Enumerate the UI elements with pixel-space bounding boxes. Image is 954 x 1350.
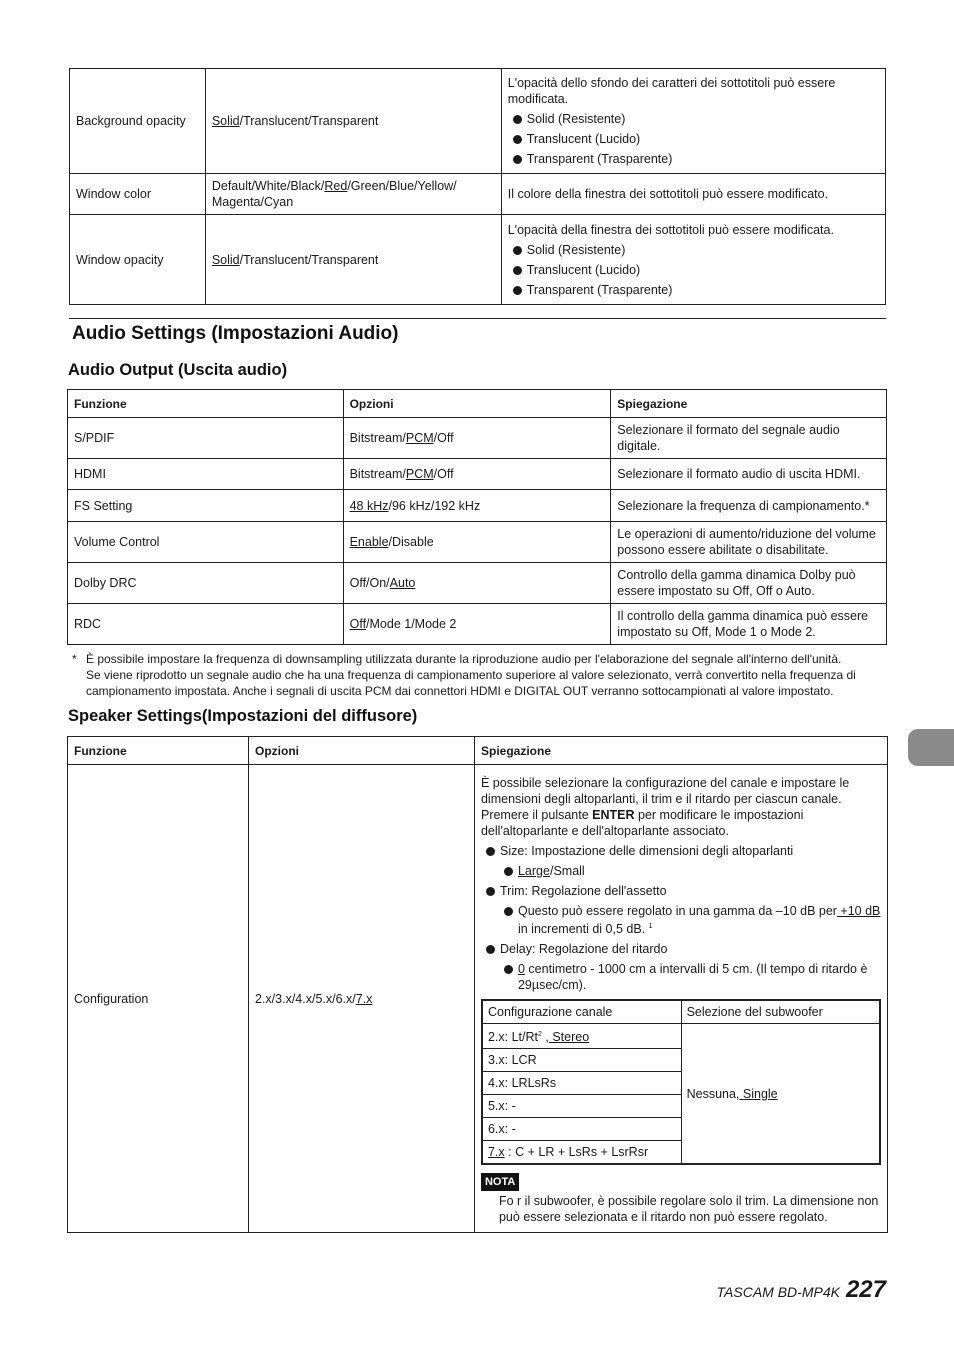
column-header: Opzioni — [343, 390, 611, 418]
explanation-cell: Selezionare la frequenza di campionamento.* — [611, 490, 887, 522]
table-row — [68, 604, 887, 645]
explanation-cell: Le operazioni di aumento/riduzione del volume possono essere abilitate o disabilitate. — [611, 522, 887, 563]
column-header: Spiegazione — [474, 737, 887, 765]
function-cell: Volume Control — [68, 522, 344, 563]
column-header: Configurazione canale — [482, 1000, 681, 1024]
bullet-icon — [513, 115, 522, 124]
bullet-item: Solid (Resistente) — [508, 111, 879, 127]
table-header-row — [68, 390, 887, 418]
options-cell: 2.x/3.x/4.x/5.x/6.x/7.x — [249, 765, 475, 1233]
options-cell: Off/On/Auto — [343, 563, 611, 604]
subsection-title-speaker-settings: Speaker Settings(Impostazioni del diffusore) — [68, 707, 418, 725]
bullet-item: Transparent (Trasparente) — [508, 151, 879, 167]
page-footer — [717, 1276, 886, 1304]
bullet-item: Questo può essere regolato in una gamma da –10 dB per +10 dB in incrementi di 0,5 dB. $^1$ — [499, 903, 881, 937]
chapter-tab — [908, 729, 954, 766]
note-text: Fo r il subwoofer, è possibile regolare solo il trim. La dimensione non può essere selezionata e il ritardo non può essere regolato. — [498, 1194, 879, 1225]
bullet-icon — [504, 965, 513, 974]
footnote-mark: * — [72, 652, 77, 666]
function-cell: RDC — [68, 604, 344, 645]
bullet-icon — [513, 135, 522, 144]
explanation-cell: Il controllo della gamma dinamica può essere impostato su Off, Mode 1 o Mode 2. — [611, 604, 887, 645]
section-divider — [69, 318, 886, 319]
options-cell: Default/White/Black/Red/Green/Blue/Yellow/ Magenta/Cyan — [205, 174, 501, 215]
explanation-cell: Selezionare il formato audio di uscita HDMI. — [611, 459, 887, 490]
function-cell: Configuration — [68, 765, 249, 1233]
options-cell: Solid/Translucent/Transparent — [205, 69, 501, 174]
column-header: Spiegazione — [611, 390, 887, 418]
explanation-cell: L'opacità dello sfondo dei caratteri dei sottotitoli può essere modificata. Solid (Resistente) Translucent (Lucido) Transparent (Trasparente) — [501, 69, 885, 174]
bullet-item: Translucent (Lucido) — [508, 131, 879, 147]
bullet-item: Solid (Resistente) — [508, 242, 879, 258]
channel-cell: 2.x: Lt/Rt$^2$ , Stereo — [482, 1024, 681, 1049]
footnote-text: Se viene riprodotto un segnale audio che ha una frequenza di campionamento superiore al valore selezionato, verrà convertito nella frequenza di campionamento impostata. Anche i segnali di uscita PCM dai connettori HDMI e DIGITAL OUT verranno sottocampionati al valore impostato. — [86, 668, 856, 698]
intro-text: È possibile selezionare la configurazione del canale e impostare le dimensioni degli altoparlanti, il trim e il ritardo per ciascun canale. Premere il pulsante ENTER per modificare le impostazioni dell'altoparlante e dell'altoparlante associato. — [480, 776, 850, 838]
function-cell: Window opacity — [70, 215, 206, 305]
options-cell: Off/Mode 1/Mode 2 — [343, 604, 611, 645]
function-cell: Background opacity — [70, 69, 206, 174]
product-name: TASCAM BD-MP4K — [716, 1284, 840, 1300]
table-header-row — [68, 737, 888, 765]
bullet-item: 0 centimetro - 1000 cm a intervalli di 5 cm. (Il tempo di ritardo è 29µsec/cm). — [499, 961, 881, 993]
channel-cell: 7.x : C + LR + LsRs + LsrRsr — [482, 1141, 681, 1165]
function-cell: Dolby DRC — [68, 563, 344, 604]
subsection-title-audio-output: Audio Output (Uscita audio) — [68, 361, 288, 379]
bullet-item: Translucent (Lucido) — [508, 262, 879, 278]
bullet-item: Large/Small — [499, 863, 881, 879]
channel-config-table — [481, 999, 881, 1165]
bullet-icon — [513, 155, 522, 164]
column-header: Funzione — [68, 390, 344, 418]
options-cell: Bitstream/PCM/Off — [343, 459, 611, 490]
table-row — [482, 1024, 880, 1049]
column-header: Selezione del subwoofer — [681, 1000, 880, 1024]
table-row — [68, 418, 887, 459]
channel-cell: 3.x: LCR — [482, 1049, 681, 1072]
bullet-icon — [486, 847, 495, 856]
subtitle-settings-table — [69, 68, 886, 305]
bullet-item: Size: Impostazione delle dimensioni degli altoparlanti — [481, 843, 881, 859]
bullet-item: Trim: Regolazione dell'assetto — [481, 883, 881, 899]
table-row — [70, 174, 886, 215]
function-cell: Window color — [70, 174, 206, 215]
page-number: 227 — [845, 1276, 886, 1303]
table-row — [68, 563, 887, 604]
channel-cell: 4.x: LRLsRs — [482, 1072, 681, 1095]
options-cell: Bitstream/PCM/Off — [343, 418, 611, 459]
column-header: Funzione — [68, 737, 249, 765]
footnote — [72, 651, 886, 699]
table-row — [68, 522, 887, 563]
audio-output-table — [67, 389, 887, 645]
function-cell: S/PDIF — [68, 418, 344, 459]
table-row — [68, 459, 887, 490]
table-row — [70, 69, 886, 174]
channel-cell: 5.x: - — [482, 1095, 681, 1118]
bullet-item: Delay: Regolazione del ritardo — [481, 941, 881, 957]
bullet-icon — [513, 246, 522, 255]
explanation-cell: L'opacità della finestra dei sottotitoli può essere modificata. Solid (Resistente) Translucent (Lucido) Transparent (Trasparente) — [501, 215, 885, 305]
footnote-text: È possibile impostare la frequenza di downsampling utilizzata durante la riproduzione audio per l'elaborazione del segnale all'interno dell'unità. — [86, 652, 842, 666]
bullet-icon — [513, 286, 522, 295]
section-title: Audio Settings (Impostazioni Audio) — [72, 323, 399, 344]
bullet-item: Transparent (Trasparente) — [508, 282, 879, 298]
explanation-cell: Selezionare il formato del segnale audio digitale. — [611, 418, 887, 459]
explanation-cell: Controllo della gamma dinamica Dolby può essere impostato su Off, Off o Auto. — [611, 563, 887, 604]
options-cell: Enable/Disable — [343, 522, 611, 563]
bullet-icon — [486, 887, 495, 896]
table-row — [68, 765, 888, 1233]
bullet-icon — [513, 266, 522, 275]
table-header-row — [482, 1000, 880, 1024]
speaker-settings-table — [67, 736, 888, 1233]
bullet-icon — [504, 907, 513, 916]
function-cell: FS Setting — [68, 490, 344, 522]
bullet-icon — [504, 867, 513, 876]
column-header: Opzioni — [249, 737, 475, 765]
explanation-cell — [474, 765, 887, 1233]
note-badge: NOTA — [481, 1173, 519, 1191]
bullet-icon — [486, 945, 495, 954]
table-row — [70, 215, 886, 305]
options-cell: 48 kHz/96 kHz/192 kHz — [343, 490, 611, 522]
subwoofer-cell: Nessuna, Single — [681, 1024, 880, 1165]
channel-cell: 6.x: - — [482, 1118, 681, 1141]
table-row — [68, 490, 887, 522]
options-cell: Solid/Translucent/Transparent — [205, 215, 501, 305]
explanation-cell: Il colore della finestra dei sottotitoli può essere modificato. — [501, 174, 885, 215]
function-cell: HDMI — [68, 459, 344, 490]
